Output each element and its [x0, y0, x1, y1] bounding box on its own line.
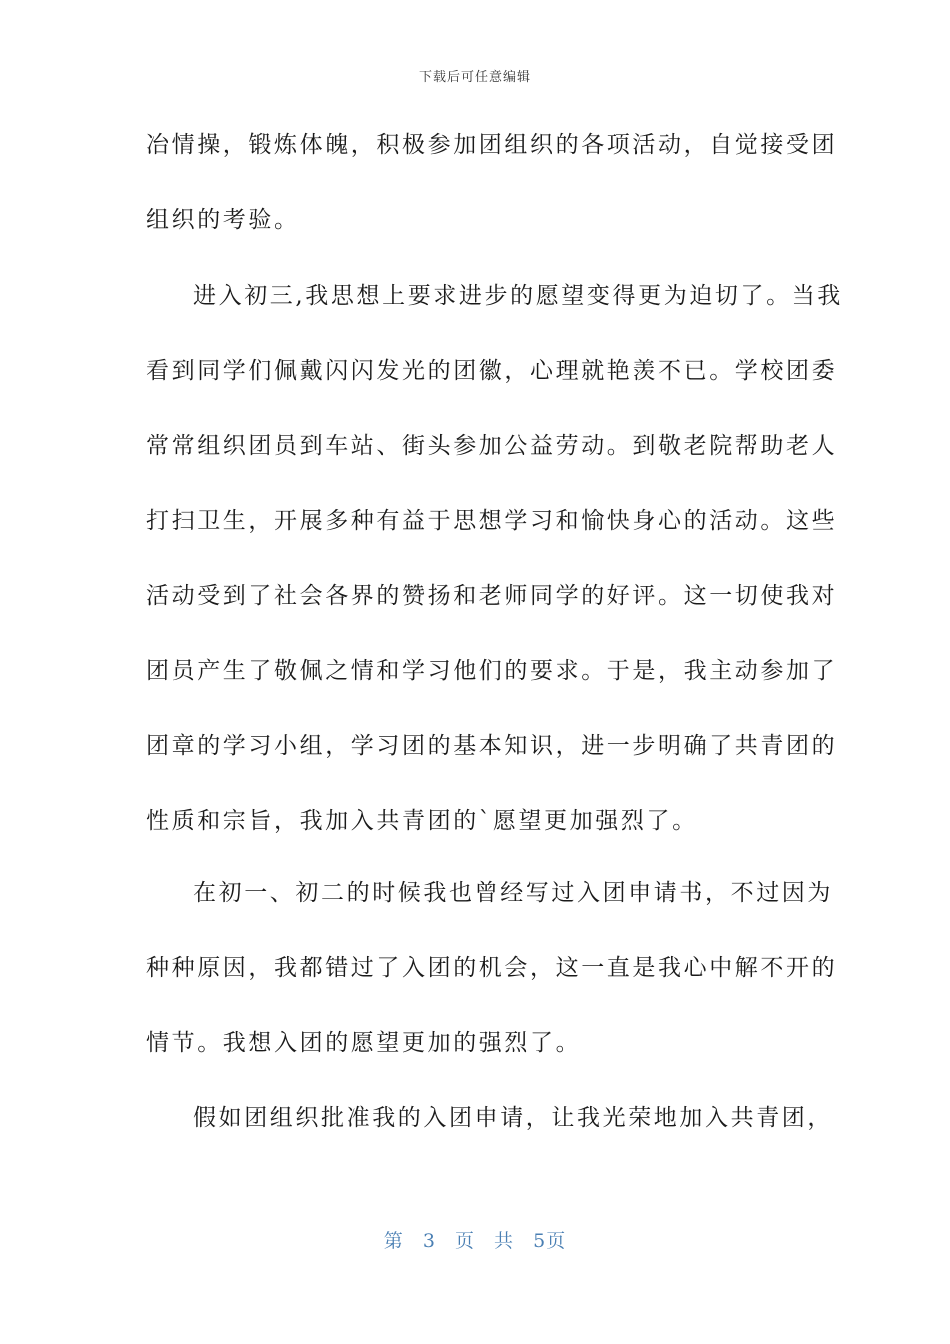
footer-ye: 页: [454, 1230, 475, 1252]
body-line: 团章的学习小组，学习团的基本知识，进一步明确了共青团的: [146, 733, 838, 759]
footer-gong: 共: [494, 1230, 515, 1252]
paragraph-first-line: 在初一、初二的时候我也曾经写过入团申请书，不过因为: [193, 880, 833, 906]
paragraph-first-line: 假如团组织批准我的入团申请，让我光荣地加入共青团，: [193, 1105, 833, 1131]
body-line: 团员产生了敬佩之情和学习他们的要求。于是，我主动参加了: [146, 658, 838, 684]
body-line: 活动受到了社会各界的赞扬和老师同学的好评。这一切使我对: [146, 583, 838, 609]
body-line: 常常组织团员到车站、街头参加公益劳动。到敬老院帮助老人: [146, 433, 838, 459]
body-line: 打扫卫生，开展多种有益于思想学习和愉快身心的活动。这些: [146, 508, 838, 534]
paragraph-first-line: 进入初三,我思想上要求进步的愿望变得更为迫切了。当我: [193, 283, 843, 309]
footer-total-pages: 5页: [533, 1230, 567, 1252]
body-line: 看到同学们佩戴闪闪发光的团徽，心理就艳羡不已。学校团委: [146, 358, 838, 384]
page-footer: [0, 1226, 950, 1253]
footer-di: 第: [383, 1230, 404, 1252]
body-line: 种种原因，我都错过了入团的机会，这一直是我心中解不开的: [146, 955, 838, 981]
footer-page-number: 3: [422, 1230, 436, 1252]
body-line: 情节。我想入团的愿望更加的强烈了。: [146, 1030, 582, 1056]
body-line: 冶情操，锻炼体魄，积极参加团组织的各项活动，自觉接受团: [146, 132, 838, 158]
body-line: 组织的考验。: [146, 207, 300, 233]
body-line: 性质和宗旨，我加入共青团的`愿望更加强烈了。: [146, 808, 698, 834]
page-header-note: 下载后可任意编辑: [418, 70, 531, 85]
